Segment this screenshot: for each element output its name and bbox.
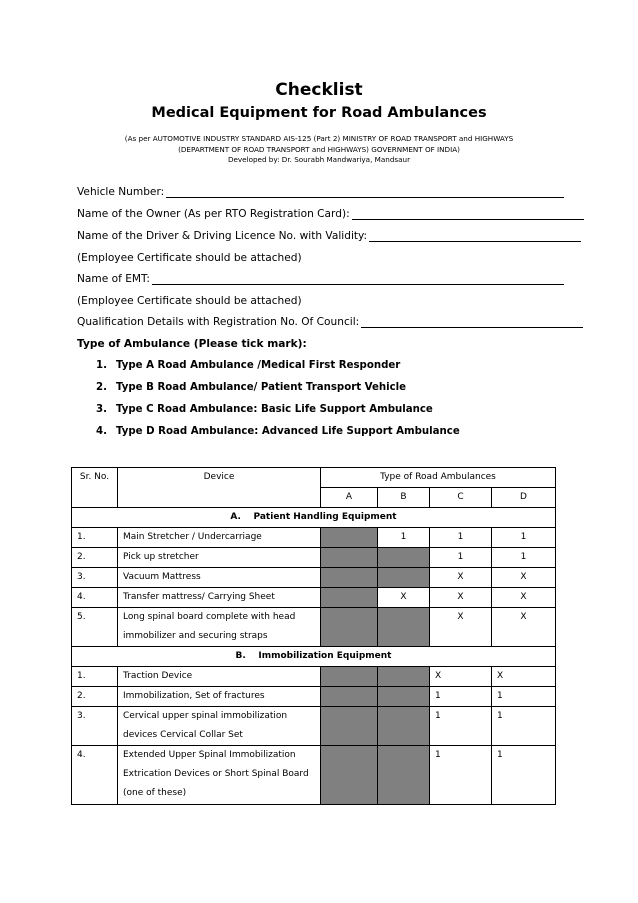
section-a-title: A. Patient Handling Equipment bbox=[72, 508, 556, 528]
type-c-cell: 1 bbox=[430, 528, 492, 548]
vehicle-number-field bbox=[77, 186, 564, 198]
shaded-cell bbox=[321, 746, 378, 805]
ambulance-type-option[interactable]: 3. Type C Road Ambulance: Basic Life Support Ambulance bbox=[96, 404, 433, 415]
standard-reference bbox=[0, 134, 638, 166]
type-c-cell: X bbox=[430, 667, 492, 687]
ambulance-type-option[interactable]: 4. Type D Road Ambulance: Advanced Life Support Ambulance bbox=[96, 426, 460, 437]
shaded-cell bbox=[321, 667, 378, 687]
type-c-cell: X bbox=[430, 588, 492, 608]
owner-name-field bbox=[77, 208, 584, 220]
emt-name-blank[interactable] bbox=[152, 273, 564, 285]
section-b-title: B. Immobilization Equipment bbox=[72, 647, 556, 667]
type-d-cell: 1 bbox=[492, 746, 556, 805]
table-row bbox=[72, 687, 556, 707]
sr-cell: 5. bbox=[72, 608, 118, 647]
page-title: Checklist bbox=[275, 80, 363, 100]
shaded-cell bbox=[378, 746, 430, 805]
certificate-note bbox=[77, 252, 302, 264]
sr-cell: 3. bbox=[72, 707, 118, 746]
device-cell: Transfer mattress/ Carrying Sheet bbox=[118, 588, 321, 608]
table-row bbox=[72, 588, 556, 608]
shaded-cell bbox=[321, 568, 378, 588]
sr-cell: 2. bbox=[72, 548, 118, 568]
device-cell: Cervical upper spinal immobilization devices Cervical Collar Set bbox=[118, 707, 321, 746]
qualification-field bbox=[77, 316, 583, 328]
developer-credit: Developed by: Dr. Sourabh Mandwariya, Mandsaur bbox=[227, 155, 411, 164]
sr-cell: 1. bbox=[72, 528, 118, 548]
vehicle-number-blank[interactable] bbox=[166, 186, 564, 198]
table-row bbox=[72, 746, 556, 805]
shaded-cell bbox=[321, 687, 378, 707]
device-cell: Vacuum Mattress bbox=[118, 568, 321, 588]
col-header-b: B bbox=[378, 488, 430, 508]
field-label: Name of EMT: bbox=[77, 273, 150, 285]
type-d-cell: X bbox=[492, 568, 556, 588]
col-header-c: C bbox=[430, 488, 492, 508]
col-header-device: Device bbox=[118, 468, 321, 508]
shaded-cell bbox=[378, 707, 430, 746]
section-header-row bbox=[72, 647, 556, 667]
owner-name-blank[interactable] bbox=[352, 208, 584, 220]
shaded-cell bbox=[321, 528, 378, 548]
field-label: Vehicle Number: bbox=[77, 186, 165, 198]
type-c-cell: X bbox=[430, 608, 492, 647]
device-cell: Traction Device bbox=[118, 667, 321, 687]
shaded-cell bbox=[321, 707, 378, 746]
type-d-cell: X bbox=[492, 608, 556, 647]
table-row bbox=[72, 568, 556, 588]
table-row bbox=[72, 667, 556, 687]
col-header-d: D bbox=[492, 488, 556, 508]
field-label: (Employee Certificate should be attached) bbox=[77, 295, 302, 307]
type-d-cell: 1 bbox=[492, 707, 556, 746]
table-row bbox=[72, 528, 556, 548]
emt-name-field bbox=[77, 273, 564, 285]
driver-licence-blank[interactable] bbox=[369, 230, 581, 242]
device-cell: Immobilization, Set of fractures bbox=[118, 687, 321, 707]
shaded-cell bbox=[378, 687, 430, 707]
shaded-cell bbox=[378, 608, 430, 647]
table-row bbox=[72, 548, 556, 568]
col-header-a: A bbox=[321, 488, 378, 508]
type-b-cell: 1 bbox=[378, 528, 430, 548]
type-c-cell: X bbox=[430, 568, 492, 588]
standard-line-1: (As per AUTOMOTIVE INDUSTRY STANDARD AIS-125 (Part 2) MINISTRY OF ROAD TRANSPORT and HIGHWAYS bbox=[124, 134, 514, 143]
shaded-cell bbox=[378, 548, 430, 568]
shaded-cell bbox=[378, 667, 430, 687]
certificate-note bbox=[77, 295, 302, 307]
table-header-row bbox=[72, 468, 556, 488]
shaded-cell bbox=[378, 568, 430, 588]
shaded-cell bbox=[321, 548, 378, 568]
table-row bbox=[72, 608, 556, 647]
standard-line-2: (DEPARTMENT OF ROAD TRANSPORT and HIGHWAYS) GOVERNMENT OF INDIA) bbox=[178, 144, 460, 154]
field-label: Qualification Details with Registration No. Of Council: bbox=[77, 316, 360, 328]
qualification-blank[interactable] bbox=[361, 316, 583, 328]
col-header-srno: Sr. No. bbox=[72, 468, 118, 508]
ambulance-type-option[interactable]: 1. Type A Road Ambulance /Medical First Responder bbox=[96, 360, 401, 371]
col-header-types: Type of Road Ambulances bbox=[321, 468, 556, 488]
type-c-cell: 1 bbox=[430, 687, 492, 707]
field-label: Name of the Driver & Driving Licence No. with Validity: bbox=[77, 230, 368, 242]
type-d-cell: X bbox=[492, 588, 556, 608]
type-c-cell: 1 bbox=[430, 746, 492, 805]
device-cell: Pick up stretcher bbox=[118, 548, 321, 568]
equipment-table bbox=[71, 467, 556, 805]
type-c-cell: 1 bbox=[430, 548, 492, 568]
sr-cell: 3. bbox=[72, 568, 118, 588]
type-c-cell: 1 bbox=[430, 707, 492, 746]
ambulance-type-option[interactable]: 2. Type B Road Ambulance/ Patient Transport Vehicle bbox=[96, 382, 407, 393]
type-d-cell: 1 bbox=[492, 687, 556, 707]
shaded-cell bbox=[321, 588, 378, 608]
driver-licence-field bbox=[77, 230, 581, 242]
device-cell: Long spinal board complete with head immobilizer and securing straps bbox=[118, 608, 321, 647]
page-subtitle: Medical Equipment for Road Ambulances bbox=[151, 105, 487, 121]
table-row bbox=[72, 707, 556, 746]
ambulance-type-heading: Type of Ambulance (Please tick mark): bbox=[77, 338, 307, 350]
sr-cell: 4. bbox=[72, 746, 118, 805]
type-d-cell: 1 bbox=[492, 548, 556, 568]
type-b-cell: X bbox=[378, 588, 430, 608]
device-cell: Main Stretcher / Undercarriage bbox=[118, 528, 321, 548]
type-d-cell: 1 bbox=[492, 528, 556, 548]
sr-cell: 2. bbox=[72, 687, 118, 707]
device-cell: Extended Upper Spinal Immobilization Extrication Devices or Short Spinal Board (one of these) bbox=[118, 746, 321, 805]
sr-cell: 1. bbox=[72, 667, 118, 687]
field-label: (Employee Certificate should be attached) bbox=[77, 252, 302, 264]
field-label: Name of the Owner (As per RTO Registration Card): bbox=[77, 208, 350, 220]
shaded-cell bbox=[321, 608, 378, 647]
sr-cell: 4. bbox=[72, 588, 118, 608]
type-d-cell: X bbox=[492, 667, 556, 687]
section-header-row bbox=[72, 508, 556, 528]
